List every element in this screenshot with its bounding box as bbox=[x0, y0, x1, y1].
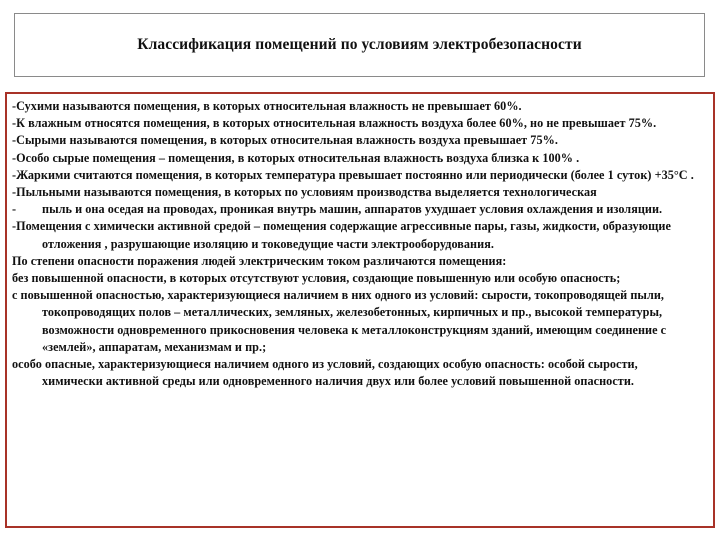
paragraph-dry-rooms: -Сухими называются помещения, в которых относительная влажность не превышает 60%. bbox=[12, 99, 522, 113]
paragraph-dusty-rooms-continued bbox=[12, 201, 701, 218]
slide-title: Классификация помещений по условиям электробезопасности bbox=[137, 36, 582, 53]
paragraph-damp-rooms: -К влажным относятся помещения, в которых относительная влажность воздуха более 60%, но не превышает 75%. bbox=[12, 116, 657, 131]
paragraph-dusty-rooms: -Пыльными называются помещения, в которых по условиям производства выделяется технологическая bbox=[12, 185, 597, 200]
content-box bbox=[5, 92, 715, 528]
paragraph-danger-classes-intro: По степени опасности поражения людей электрическим током различаются помещения: bbox=[12, 253, 507, 268]
paragraph-no-increased-danger: без повышенной опасности, в которых отсутствуют условия, создающие повышенную или особую опасность; bbox=[12, 271, 621, 286]
paragraph-wet-rooms: -Сырыми называются помещения, в которых относительная влажность воздуха превышает 75%. bbox=[12, 133, 558, 148]
paragraph-increased-danger: с повышенной опасностью, характеризующиеся наличием в них одного из условий: сырости, токопроводящей пыли, токопроводящих полов – металлических, земляных, железобетонных, кирпичных и пр., высокой температуры, возможности одновременного прикосновения человека к металлоконструкциям зданий, имеющим соединение с «землей», аппаратам, механизмам и пр.; bbox=[12, 288, 667, 354]
paragraph-hot-rooms: -Жаркими считаются помещения, в которых температура превышает постоянно или периодически (более 1 суток) +35°C . bbox=[12, 167, 694, 182]
paragraph-chemical-rooms: -Помещения с химически активной средой – помещения содержащие агрессивные пары, газы, жидкости, образующие отложения , разрушающие изоляцию и токоведущие части электрооборудования. bbox=[12, 219, 671, 251]
paragraph-very-wet-rooms: -Особо сырые помещения – помещения, в которых относительная влажность воздуха близка к 100% . bbox=[12, 150, 580, 165]
paragraph-especially-dangerous: особо опасные, характеризующиеся наличием одного из условий, создающих особую опасность: особой сырости, химически активной среды или одновременного наличия двух или более условий повышенной опасности. bbox=[12, 357, 638, 389]
title-box bbox=[14, 13, 705, 77]
dusty-rooms-text: пыль и она оседая на проводах, проникая внутрь машин, аппаратов ухудшает условия охлаждения и изоляции. bbox=[42, 202, 663, 217]
dash-marker: - bbox=[12, 202, 17, 217]
